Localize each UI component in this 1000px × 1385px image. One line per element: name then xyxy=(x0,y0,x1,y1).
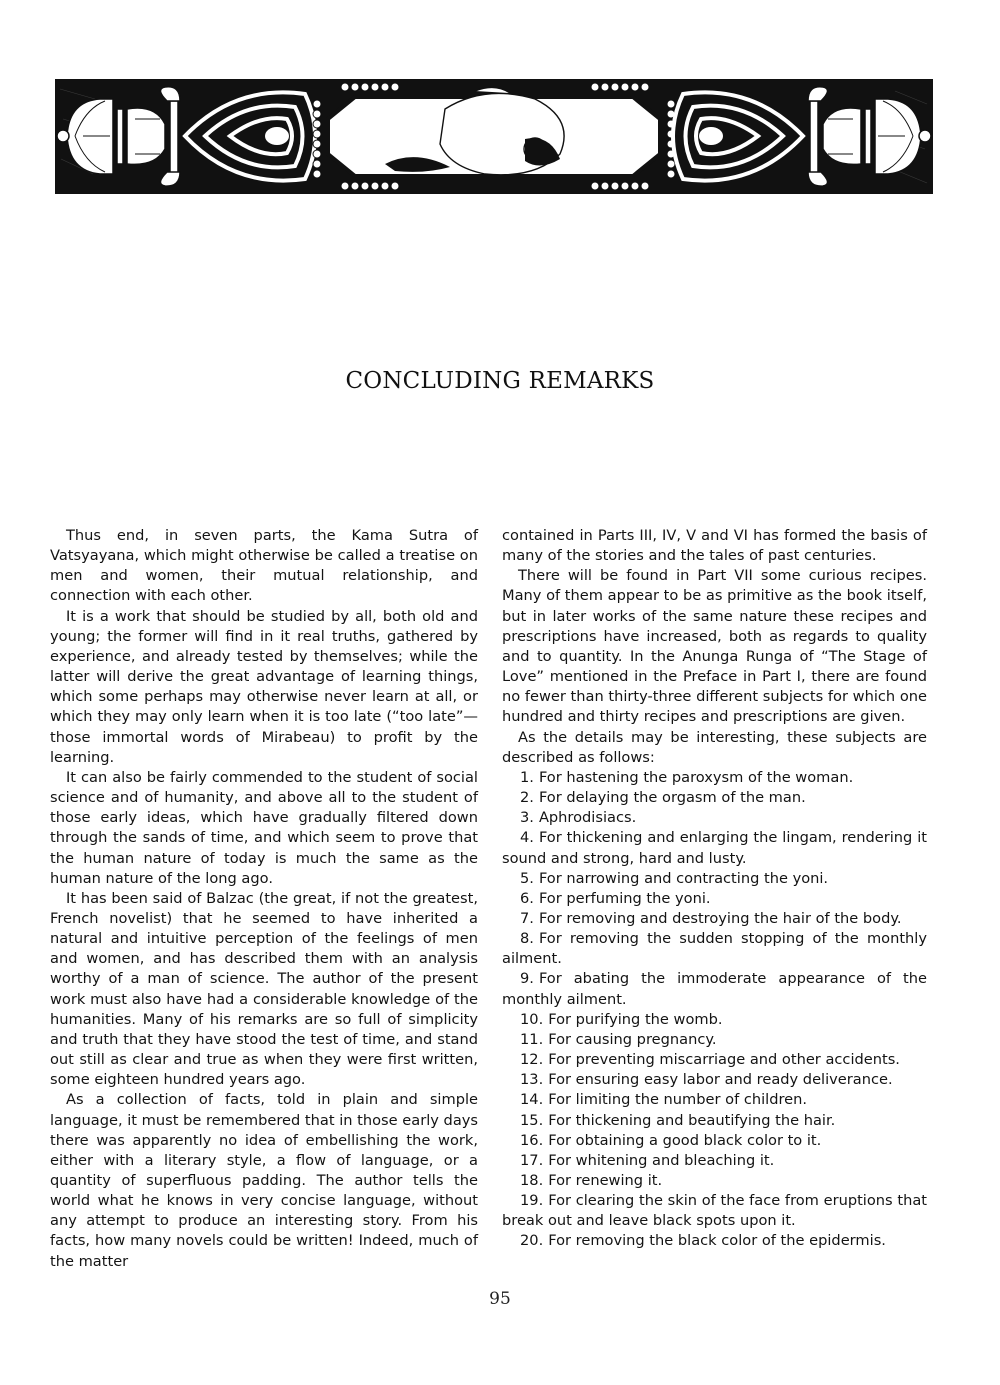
list-item-number: 9. xyxy=(520,970,534,988)
list-item-text: For purifying the womb. xyxy=(548,1010,723,1028)
ornament-illustration-icon xyxy=(55,79,933,194)
list-item-number: 16. xyxy=(520,1131,544,1149)
list-item xyxy=(502,828,927,868)
list-item-text: For delaying the orgasm of the man. xyxy=(538,789,806,807)
list-item-number: 5. xyxy=(520,869,534,887)
paragraph: As a collection of facts, told in plain and simple language, it must be remembered that in those early days there was apparently no idea of embellishing the work, either with a literary style, a flow of language, or a quantity of superfluous padding. The author tells the world what he knows in very concise language, without any attempt to produce an interesting story. From his facts, how many novels could be written! Indeed, much of the matter xyxy=(50,1091,478,1270)
list-item-number: 10. xyxy=(520,1010,544,1028)
list-item-number: 11. xyxy=(520,1030,544,1048)
list-item-text: For removing the sudden stopping of the monthly ailment. xyxy=(502,930,927,968)
paragraph: As the details may be interesting, these subjects are described as follows: xyxy=(502,728,927,766)
list-item xyxy=(502,768,927,788)
list-item xyxy=(502,1231,927,1251)
list-item xyxy=(502,929,927,969)
list-item-text: For thickening and enlarging the lingam, rendering it sound and strong, hard and lusty. xyxy=(502,829,927,867)
list-item xyxy=(502,1171,927,1191)
right-column xyxy=(502,526,927,1252)
page-number: 95 xyxy=(489,1289,511,1309)
list-item xyxy=(502,1191,927,1231)
list-item-number: 8. xyxy=(520,930,534,948)
list-item xyxy=(502,1111,927,1131)
list-item-number: 14. xyxy=(520,1091,544,1109)
list-item-text: For renewing it. xyxy=(548,1172,663,1189)
list-item-number: 7. xyxy=(520,909,534,927)
list-item-number: 18. xyxy=(520,1172,544,1189)
list-item-text: For limiting the number of children. xyxy=(548,1091,808,1109)
list-item-text: For causing pregnancy. xyxy=(548,1030,717,1048)
subjects-list xyxy=(502,768,927,1252)
list-item-text: For removing and destroying the hair of the body. xyxy=(538,909,902,927)
list-item-text: For ensuring easy labor and ready deliverance. xyxy=(548,1071,893,1089)
list-item-number: 2. xyxy=(520,789,534,807)
decorative-header-ornament xyxy=(55,79,933,194)
left-column xyxy=(50,526,478,1272)
list-item-number: 19. xyxy=(520,1192,544,1210)
list-item-number: 3. xyxy=(520,809,534,827)
list-item-text: For whitening and bleaching it. xyxy=(548,1151,775,1169)
list-item xyxy=(502,1151,927,1171)
list-item xyxy=(502,1050,927,1070)
list-item-text: Aphrodisiacs. xyxy=(538,809,637,827)
paragraph: It is a work that should be studied by all, both old and young; the former will find in it real truths, gathered by experience, and already tested by themselves; while the latter will derive the great advantage of learning things, which some perhaps may otherwise never learn at all, or which they may only learn when it is too late (“too late”—those immortal words of Mirabeau) to profit by the learning. xyxy=(50,607,478,766)
list-item-number: 17. xyxy=(520,1151,544,1169)
list-item-text: For abating the immoderate appearance of the monthly ailment. xyxy=(502,970,927,1008)
list-item-number: 20. xyxy=(520,1232,544,1250)
list-item xyxy=(502,788,927,808)
list-item xyxy=(502,909,927,929)
list-item-text: For hastening the paroxysm of the woman. xyxy=(538,768,854,786)
list-item-number: 1. xyxy=(520,768,534,786)
list-item-text: For preventing miscarriage and other accidents. xyxy=(548,1051,900,1069)
list-item xyxy=(502,969,927,1009)
list-item xyxy=(502,889,927,909)
list-item-text: For narrowing and contracting the yoni. xyxy=(538,869,829,887)
list-item xyxy=(502,1070,927,1090)
list-item-text: For obtaining a good black color to it. xyxy=(548,1131,822,1149)
list-item-number: 4. xyxy=(520,829,534,847)
list-item-text: For perfuming the yoni. xyxy=(538,889,711,907)
list-item-number: 13. xyxy=(520,1071,544,1089)
list-item xyxy=(502,808,927,828)
list-item xyxy=(502,1090,927,1110)
paragraph: It has been said of Balzac (the great, if not the greatest, French novelist) that he seemed to have inherited a natural and intuitive perception of the feelings of men and women, and has described them with an analysis worthy of a man of science. The author of the present work must also have had a considerable knowledge of the humanities. Many of his remarks are so full of simplicity and truth that they have stood the test of time, and stand out still as clear and true as when they were first written, some eighteen hundred years ago. xyxy=(50,889,478,1089)
paragraph: It can also be fairly commended to the student of social science and of humanity, and above all to the student of those early ideas, which have gradually filtered down through the sands of time, and which seem to prove that the human nature of today is much the same as the human nature of the long ago. xyxy=(50,768,478,887)
list-item-text: For thickening and beautifying the hair. xyxy=(548,1111,836,1129)
paragraph: Thus end, in seven parts, the Kama Sutra of Vatsyayana, which might otherwise be called a treatise on men and women, their mutual relationship, and connection with each other. xyxy=(50,527,478,605)
list-item xyxy=(502,1010,927,1030)
list-item xyxy=(502,1030,927,1050)
list-item-number: 15. xyxy=(520,1111,544,1129)
list-item xyxy=(502,1131,927,1151)
list-item-number: 12. xyxy=(520,1051,544,1069)
list-item-number: 6. xyxy=(520,889,534,907)
paragraph-continuation: contained in Parts III, IV, V and VI has formed the basis of many of the stories and the tales of past centuries. xyxy=(502,527,927,565)
list-item xyxy=(502,869,927,889)
page-title: CONCLUDING REMARKS xyxy=(345,368,655,394)
list-item-text: For removing the black color of the epidermis. xyxy=(548,1232,886,1250)
list-item-text: For clearing the skin of the face from eruptions that break out and leave black spots upon it. xyxy=(502,1192,927,1230)
paragraph: There will be found in Part VII some curious recipes. Many of them appear to be as primitive as the book itself, but in later works of the same nature these recipes and prescriptions have increased, both as regards to quality and to quantity. In the Anunga Runga of “The Stage of Love” mentioned in the Preface in Part I, there are found no fewer than thirty-three different subjects for which one hundred and thirty recipes and prescriptions are given. xyxy=(502,567,927,726)
